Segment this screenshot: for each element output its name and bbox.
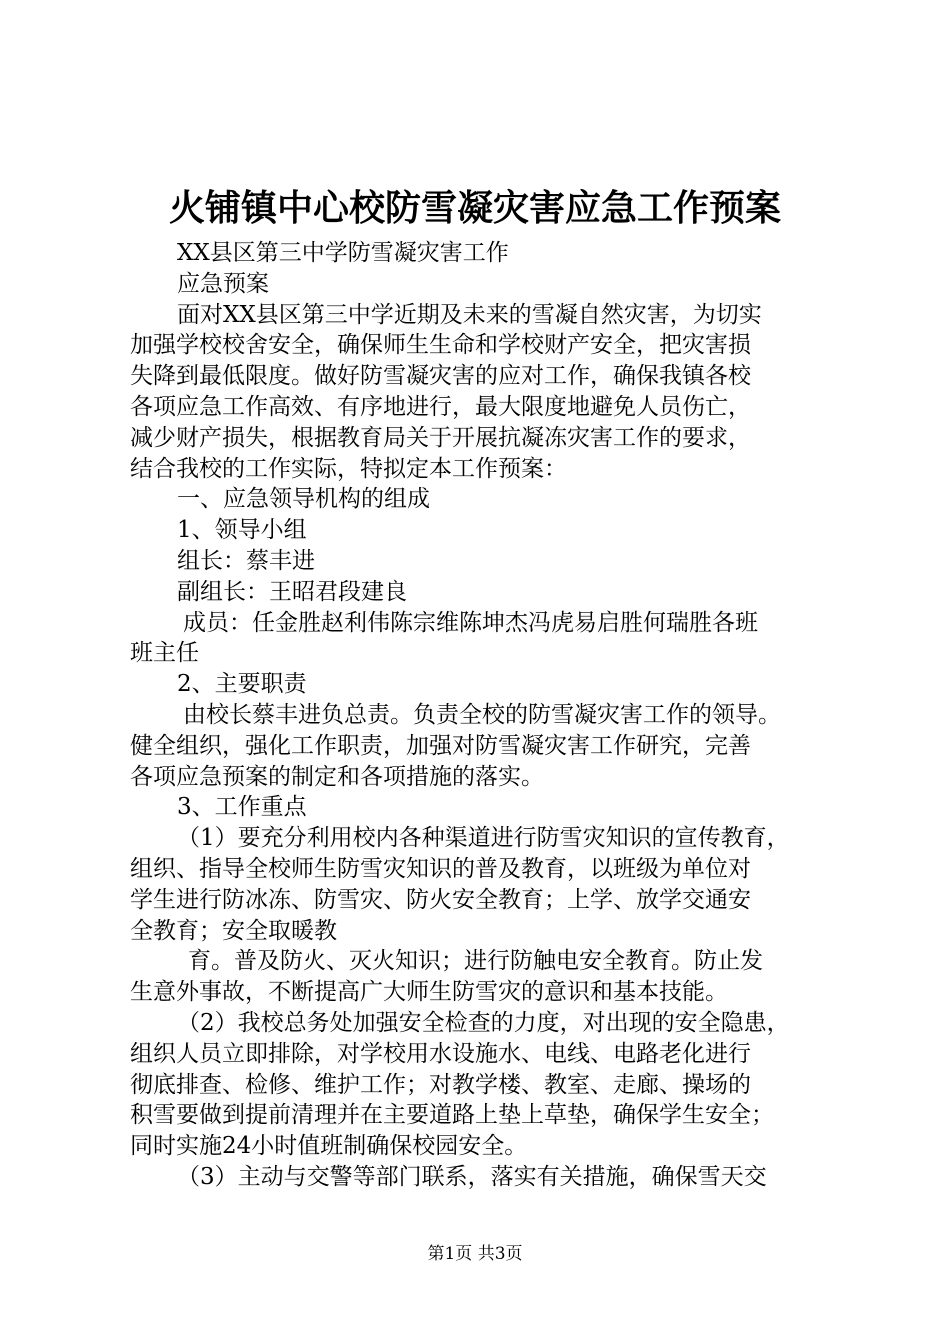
document-title: 火铺镇中心校防雪凝灾害应急工作预案 — [168, 187, 781, 229]
paragraph-line: 生意外事故，不断提高广大师生防雪灾的意识和基本技能。 — [130, 979, 728, 1006]
leader-line: 组长：蔡丰进 — [177, 547, 315, 574]
paragraph-line: 结合我校的工作实际，特拟定本工作预案： — [130, 455, 567, 482]
subtitle-line: 应急预案 — [177, 270, 269, 297]
paragraph-line: 面对XX县区第三中学近期及未来的雪凝自然灾害，为切实 — [177, 301, 762, 328]
paragraph-line: 同时实施24小时值班制确保校园安全。 — [130, 1133, 528, 1160]
subtitle-line: XX县区第三中学防雪凝灾害工作 — [177, 240, 509, 266]
paragraph-line: 健全组织，强化工作职责，加强对防雪凝灾害工作研究，完善 — [130, 732, 751, 759]
paragraph-line: 组织人员立即排除，对学校用水设施水、电线、电路老化进行 — [130, 1040, 751, 1067]
paragraph-line: 各项应急工作高效、有序地进行，最大限度地避免人员伤亡， — [130, 393, 751, 420]
subsection-heading: 1、领导小组 — [177, 517, 307, 544]
subsection-heading: 2、主要职责 — [177, 671, 307, 698]
paragraph-line: （3）主动与交警等部门联系，落实有关措施，确保雪天交 — [177, 1163, 767, 1190]
paragraph-line: （1）要充分利用校内各种渠道进行防雪灾知识的宣传教育， — [177, 825, 790, 852]
members-line: 班主任 — [130, 640, 199, 667]
paragraph-line: 组织、指导全校师生防雪灾知识的普及教育，以班级为单位对 — [130, 855, 751, 882]
paragraph-line: 各项应急预案的制定和各项措施的落实。 — [130, 763, 544, 790]
paragraph-line: 减少财产损失，根据教育局关于开展抗凝冻灾害工作的要求， — [130, 424, 751, 451]
page-number: 第1页 共3页 — [427, 1244, 523, 1264]
subsection-heading: 3、工作重点 — [177, 794, 307, 821]
vice-leader-line: 副组长：王昭君段建良 — [177, 578, 407, 605]
paragraph-line: 失降到最低限度。做好防雪凝灾害的应对工作，确保我镇各校 — [130, 363, 751, 390]
paragraph-line: （2）我校总务处加强安全检查的力度，对出现的安全隐患， — [177, 1009, 790, 1036]
paragraph-line: 积雪要做到提前清理并在主要道路上垫上草垫，确保学生安全； — [130, 1102, 774, 1129]
paragraph-line: 学生进行防冰冻、防雪灾、防火安全教育；上学、放学交通安 — [130, 886, 751, 913]
section-heading: 一、应急领导机构的组成 — [177, 486, 430, 513]
paragraph-line: 育。普及防火、灭火知识；进行防触电安全教育。防止发 — [188, 948, 763, 975]
paragraph-line: 全教育；安全取暖教 — [130, 917, 337, 944]
paragraph-line: 彻底排查、检修、维护工作；对教学楼、教室、走廊、操场的 — [130, 1071, 751, 1098]
document-body — [130, 238, 850, 1193]
paragraph-line: 加强学校校舍安全，确保师生生命和学校财产安全，把灾害损 — [130, 332, 751, 359]
members-line: 成员：任金胜赵利伟陈宗维陈坤杰冯虎易启胜何瑞胜各班 — [183, 609, 758, 636]
paragraph-line: 由校长蔡丰进负总责。负责全校的防雪凝灾害工作的领导。 — [183, 701, 781, 728]
